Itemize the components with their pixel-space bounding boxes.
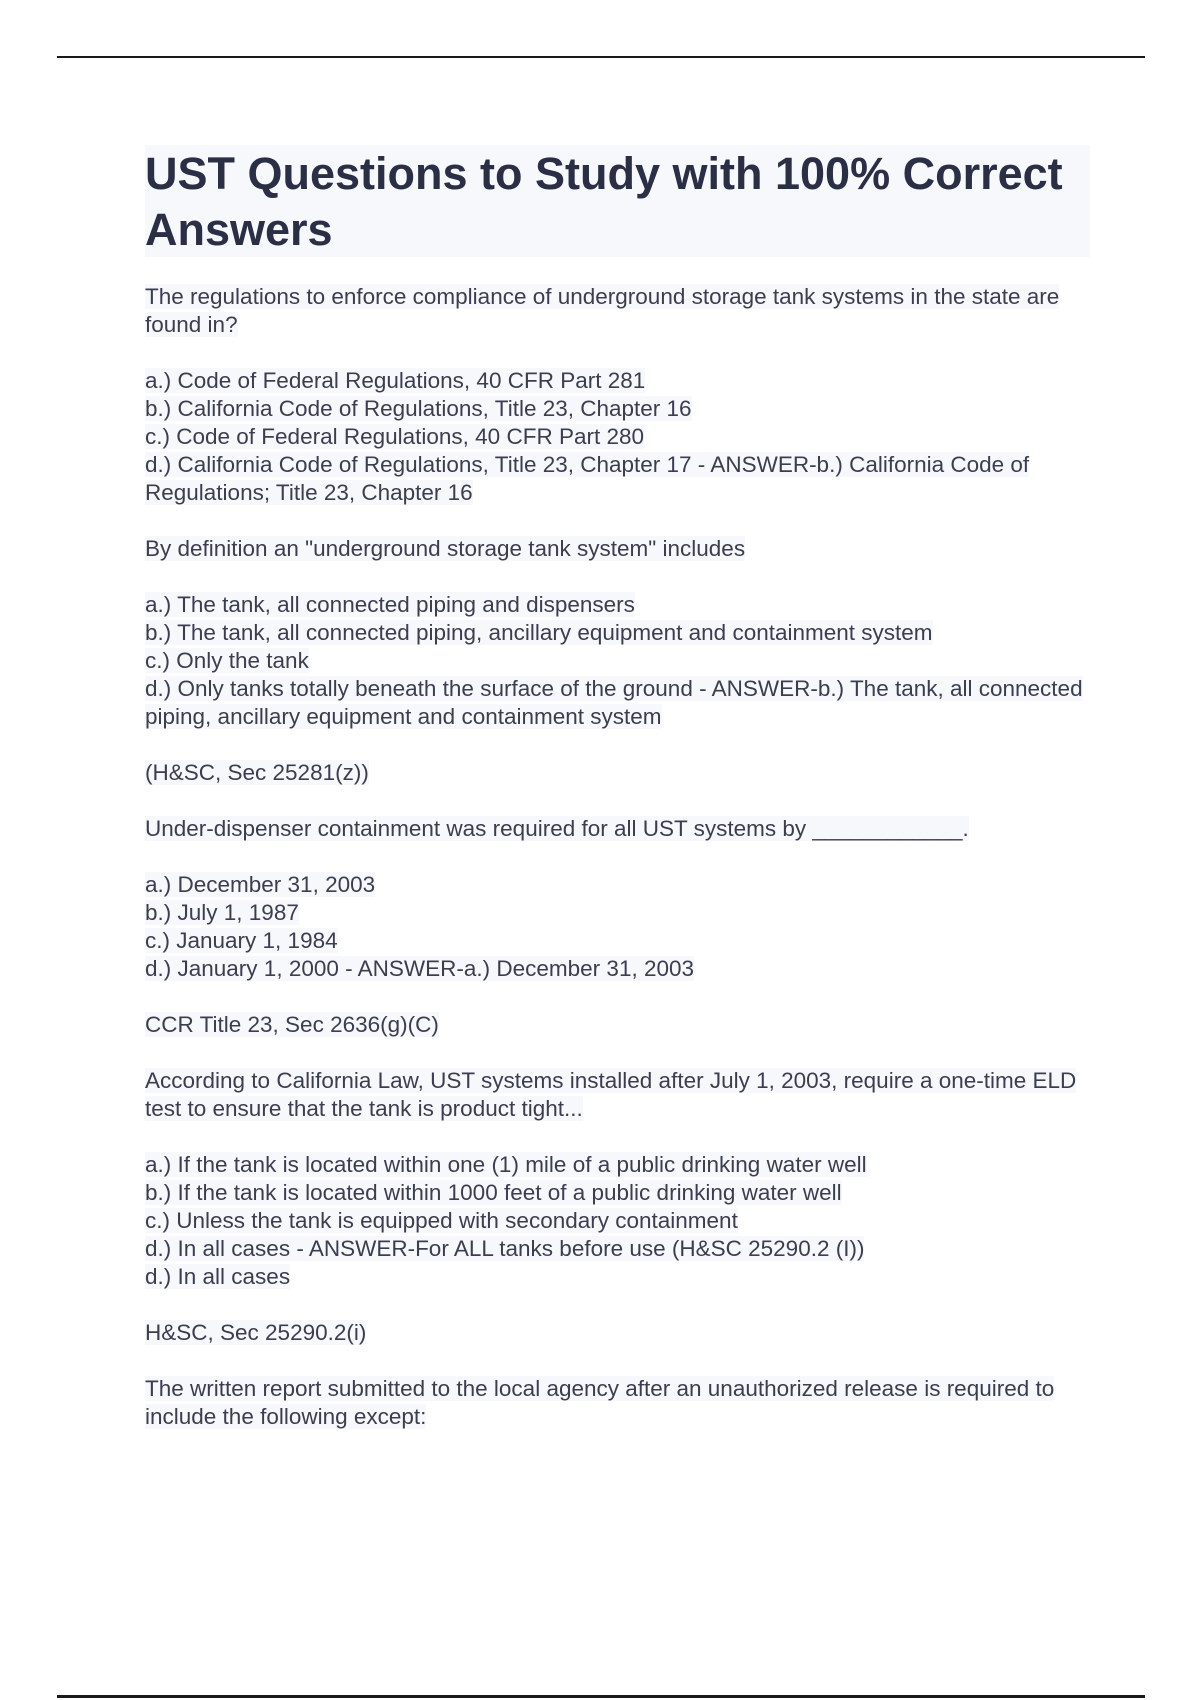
- question-2-reference-text: (H&SC, Sec 25281(z)): [145, 760, 369, 785]
- header-rule: [57, 56, 1145, 58]
- question-1-text: The regulations to enforce compliance of underground storage tank systems in the state are found in?: [145, 284, 1060, 337]
- footer-rule: [57, 1695, 1145, 1698]
- question-1-options: [145, 367, 1090, 507]
- document-body: [145, 145, 1090, 1431]
- question-5: [145, 1375, 1090, 1431]
- question-2-options: [145, 591, 1090, 731]
- question-1-options-text: a.) Code of Federal Regulations, 40 CFR Part 281 b.) California Code of Regulations, Title 23, Chapter 16 c.) Code of Federal Regulations, 40 CFR Part 280 d.) California Code of Regulations, Title 23, Chapter 17 - ANSWER-b.) California Code of Regulations; Title 23, Chapter 16: [145, 368, 1030, 505]
- question-4: [145, 1067, 1090, 1123]
- question-4-options: [145, 1151, 1090, 1291]
- title-block: [145, 145, 1090, 257]
- question-1: [145, 283, 1090, 339]
- question-4-text: According to California Law, UST systems installed after July 1, 2003, require a one-time ELD test to ensure that the tank is product tight...: [145, 1068, 1077, 1121]
- question-3-text: Under-dispenser containment was required for all UST systems by ____________.: [145, 816, 969, 841]
- question-3-options: [145, 871, 1090, 983]
- question-5-text: The written report submitted to the local agency after an unauthorized release is required to include the following except:: [145, 1376, 1055, 1429]
- question-3-options-text: a.) December 31, 2003 b.) July 1, 1987 c.) January 1, 1984 d.) January 1, 2000 - ANSWER-a.) December 31, 2003: [145, 872, 695, 981]
- question-4-reference-text: H&SC, Sec 25290.2(i): [145, 1320, 367, 1345]
- question-2-reference: [145, 759, 1090, 787]
- question-2-text: By definition an "underground storage tank system" includes: [145, 536, 746, 561]
- question-2-options-text: a.) The tank, all connected piping and dispensers b.) The tank, all connected piping, ancillary equipment and containment system c.) Only the tank d.) Only tanks totally beneath the surface of the ground - ANSWER-b.) The tank, all connected piping, ancillary equipment and containment system: [145, 592, 1083, 729]
- question-2: [145, 535, 1090, 563]
- page-title: UST Questions to Study with 100% Correct Answers: [145, 148, 1063, 255]
- question-3-reference-text: CCR Title 23, Sec 2636(g)(C): [145, 1012, 439, 1037]
- question-3: [145, 815, 1090, 843]
- question-4-options-text: a.) If the tank is located within one (1) mile of a public drinking water well b.) If the tank is located within 1000 feet of a public drinking water well c.) Unless the tank is equipped with secondary containment d.) In all cases - ANSWER-For ALL tanks before use (H&SC 25290.2 (I)) d.) In all cases: [145, 1152, 867, 1289]
- question-3-reference: [145, 1011, 1090, 1039]
- question-4-reference: [145, 1319, 1090, 1347]
